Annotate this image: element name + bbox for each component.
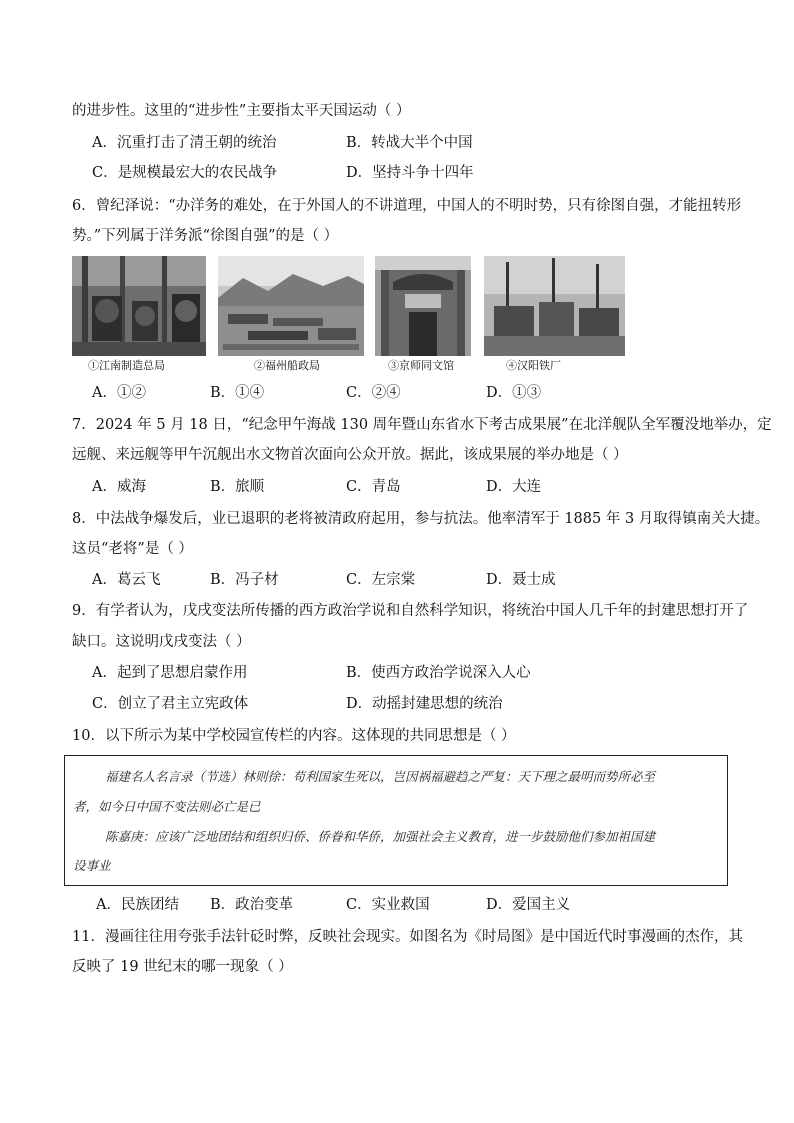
photo-fuzhou-shipyard (218, 256, 364, 356)
q8-stem-line1: 8．中法战争爆发后，业已退职的老将被清政府起用，参与抗法。他率清军于 1885 年 3 月取得镇南关大捷。 (72, 511, 770, 527)
q11-stem-line1: 11．漫画往往用夸张手法针砭时弊，反映社会现实。如图名为《时局图》是中国近代时事漫画的杰作，其 (72, 929, 743, 945)
quote-line-4: 设事业 (73, 858, 111, 873)
q10-option-a[interactable]: A．民族团结 (96, 897, 179, 913)
q8-option-c[interactable]: C．左宗棠 (346, 572, 416, 588)
q10-stem: 10．以下所示为某中学校园宣传栏的内容。这体现的共同思想是（ ） (72, 728, 516, 744)
q7-option-c[interactable]: C．青岛 (346, 479, 401, 495)
q5-stem: 的进步性。这里的“进步性”主要指太平天国运动（ ） (72, 103, 411, 119)
quote-line-1: 福建名人名言录（节选）林则徐：苟利国家生死以，岂因祸福避趋之严复：天下理之最明而势所必至 (105, 769, 656, 784)
q9-option-a[interactable]: A．起到了思想启蒙作用 (92, 665, 248, 681)
q10-option-d[interactable]: D．爱国主义 (486, 897, 571, 913)
q10-option-b[interactable]: B．政治变革 (210, 897, 294, 913)
q9-option-c[interactable]: C．创立了君主立宪政体 (92, 696, 249, 712)
q8-option-d[interactable]: D．聂士成 (486, 572, 556, 588)
q7-stem-line2: 远舰、来远舰等甲午沉舰出水文物首次面向公众开放。据此，该成果展的举办地是（ ） (72, 447, 628, 463)
q7-option-d[interactable]: D．大连 (486, 479, 542, 495)
q6-option-a[interactable]: A．①② (92, 385, 146, 401)
q5-option-c[interactable]: C．是规模最宏大的农民战争 (92, 165, 278, 181)
quote-line-2: 者，如今日中国不变法则必亡是已 (73, 799, 261, 814)
q7-option-a[interactable]: A．威海 (92, 479, 146, 495)
caption-3: ③京师同文馆 (388, 359, 454, 372)
caption-1: ①江南制造总局 (88, 359, 165, 372)
q8-option-a[interactable]: A．葛云飞 (92, 572, 161, 588)
q5-option-d[interactable]: D．坚持斗争十四年 (346, 165, 474, 181)
q6-option-b[interactable]: B．①④ (210, 385, 265, 401)
q6-option-c[interactable]: C．②④ (346, 385, 401, 401)
quote-box (64, 755, 728, 886)
q5-option-a[interactable]: A．沉重打击了清王朝的统治 (92, 135, 277, 151)
q8-option-b[interactable]: B．冯子材 (210, 572, 279, 588)
caption-4: ④汉阳铁厂 (506, 359, 561, 372)
q9-stem-line2: 缺口。这说明戊戌变法（ ） (72, 634, 251, 650)
photo-hanyang-ironworks (484, 256, 625, 356)
q5-option-b[interactable]: B．转战大半个中国 (346, 135, 473, 151)
q9-stem-line1: 9．有学者认为，戊戌变法所传播的西方政治学说和自然科学知识，将统治中国人几千年的封建思想打开了 (72, 603, 749, 619)
q6-option-d[interactable]: D．①③ (486, 385, 542, 401)
quote-line-3: 陈嘉庚：应该广泛地团结和组织归侨、侨眷和华侨，加强社会主义教育，进一步鼓励他们参加祖国建 (105, 829, 656, 844)
q11-stem-line2: 反映了 19 世纪末的哪一现象（ ） (72, 959, 293, 975)
q7-option-b[interactable]: B．旅顺 (210, 479, 265, 495)
q6-stem-line1: 6．曾纪泽说：“办洋务的难处，在于外国人的不讲道理，中国人的不明时势，只有徐图自强，才能扭转形 (72, 198, 742, 214)
q10-option-c[interactable]: C．实业救国 (346, 897, 430, 913)
q6-stem-line2: 势。”下列属于洋务派“徐图自强”的是（ ） (72, 228, 339, 244)
photo-tongwenguan-gate (375, 256, 471, 356)
q7-stem-line1: 7．2024 年 5 月 18 日，“纪念甲午海战 130 周年暨山东省水下考古成果展”在北洋舰队全军覆没地举办，定 (72, 417, 772, 433)
photo-jiangnan-arsenal (72, 256, 206, 356)
q9-option-d[interactable]: D．动摇封建思想的统治 (346, 696, 503, 712)
q8-stem-line2: 这员“老将”是（ ） (72, 541, 193, 557)
caption-2: ②福州船政局 (254, 359, 320, 372)
q9-option-b[interactable]: B．使西方政治学说深入人心 (346, 665, 531, 681)
